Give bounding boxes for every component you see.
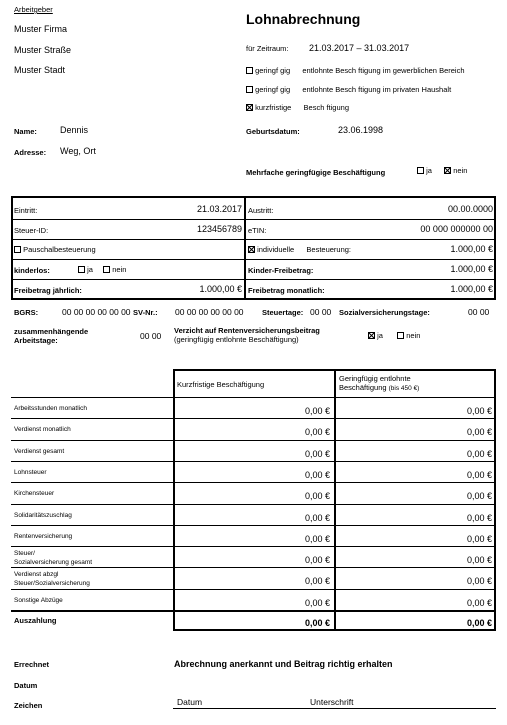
steuer-id-value: 123456789: [196, 224, 242, 234]
total-kurzfristig-value: 0,00 €: [304, 618, 330, 628]
row-label: [14, 532, 72, 541]
option-check-label: geringf gig: [255, 85, 291, 94]
option-row-shortterm: [246, 103, 349, 112]
svtage-label: Sozialversicherungstage:: [339, 308, 430, 317]
checkbox-household[interactable]: [246, 86, 253, 93]
multi-employment-label: Mehrfache geringfügige Beschäftigung: [246, 168, 386, 177]
total-label: Auszahlung: [14, 616, 57, 625]
row-label: [14, 511, 72, 520]
signature-unterschrift-label: Unterschrift: [310, 697, 354, 707]
signature-datum-label: Datum: [177, 697, 203, 707]
period-value: 21.03.2017 – 31.03.2017: [309, 43, 410, 53]
row-divider: [11, 525, 496, 526]
row-geringfuegig-value: 0,00 €: [466, 576, 492, 586]
row-kurzfristig-value: 0,00 €: [304, 449, 330, 459]
row-geringfuegig-value: 0,00 €: [466, 534, 492, 544]
option-label: Besch ftigung: [303, 103, 349, 112]
row-geringfuegig-value: 0,00 €: [466, 555, 492, 565]
indiv-checkbox[interactable]: [248, 246, 255, 253]
period-label: für Zeitraum:: [246, 44, 289, 53]
row-label-line: Steuer/: [14, 550, 35, 557]
row-label: [14, 596, 63, 605]
kinderfrei-value: 1.000,00 €: [450, 264, 493, 274]
name-label: Name:: [14, 127, 37, 136]
row-label-line: Solidaritätszuschlag: [14, 512, 72, 519]
acknowledgement-text: Abrechnung anerkannt und Beitrag richtig erhalten: [174, 659, 393, 669]
option-row-commercial: [246, 66, 465, 75]
checkbox-shortterm[interactable]: [246, 104, 253, 111]
row-geringfuegig-value: 0,00 €: [466, 449, 492, 459]
option-label: entlohnte Besch ftigung im privaten Haushalt: [302, 85, 452, 94]
svnr-label: SV-Nr.:: [133, 308, 158, 317]
multi-nein-checkbox[interactable]: [444, 167, 451, 174]
row-divider: [11, 546, 496, 547]
address-label: Adresse:: [14, 148, 47, 157]
kinderfrei-label: Kinder-Freibetrag:: [248, 266, 314, 275]
row-geringfuegig-value: 0,00 €: [466, 427, 492, 437]
bgrs-label: BGRS:: [14, 308, 39, 317]
total-geringfuegig-value: 0,00 €: [466, 618, 492, 628]
row-label: [14, 468, 47, 477]
zeichen-label: Zeichen: [14, 701, 43, 710]
verzicht-label-1: Verzicht auf Rentenversicherungsbeitrag: [174, 326, 320, 335]
verzicht-choices: [368, 331, 420, 340]
birth-value: 23.06.1998: [338, 125, 384, 135]
freibetrag-monatlich-label: Freibetrag monatlich:: [248, 286, 325, 295]
employer-company: Muster Firma: [14, 24, 68, 34]
row-label-line: Steuer/Sozialversicherung: [14, 580, 90, 587]
option-check-label: geringf gig: [255, 66, 291, 75]
employer-city: Muster Stadt: [14, 65, 66, 75]
row-label: [14, 404, 87, 413]
multi-ja-label: ja: [426, 166, 432, 175]
row-label-line: Rentenversicherung: [14, 533, 73, 540]
row-label-line: Lohnsteuer: [14, 469, 47, 476]
verzicht-nein-checkbox[interactable]: [397, 332, 404, 339]
multi-nein-label: nein: [453, 166, 468, 175]
row-geringfuegig-value: 0,00 €: [466, 598, 492, 608]
row-label: [14, 570, 90, 588]
kinderlos-ja-checkbox[interactable]: [78, 266, 85, 273]
indiv-row: [248, 245, 351, 254]
kinderlos-label: kinderlos:: [14, 266, 50, 275]
row-label: [14, 425, 71, 434]
col-geringfuegig-header-1: Geringfügig entlohnte: [339, 374, 411, 383]
pausch-checkbox[interactable]: [14, 246, 21, 253]
row-geringfuegig-value: 0,00 €: [466, 513, 492, 523]
freibetrag-jaehrlich-label: Freibetrag jährlich:: [14, 286, 82, 295]
errechnet-label: Errechnet: [14, 660, 50, 669]
col-geringfuegig-header-2: [339, 383, 419, 392]
row-kurzfristig-value: 0,00 €: [304, 576, 330, 586]
row-label-line: Sonstige Abzüge: [14, 597, 63, 604]
row-label: [14, 489, 54, 498]
besteuerung-value: 1.000,00 €: [450, 244, 493, 254]
row-kurzfristig-value: 0,00 €: [304, 555, 330, 565]
zus-value: 00 00: [140, 331, 162, 341]
row-label-line: Arbeitsstunden monatlich: [14, 405, 87, 412]
row-divider: [11, 567, 496, 568]
freibetrag-jaehrlich-value: 1.000,00 €: [199, 284, 242, 294]
row-kurzfristig-value: 0,00 €: [304, 406, 330, 416]
pausch-label: Pauschalbesteuerung: [23, 245, 96, 254]
kinderlos-nein-checkbox[interactable]: [103, 266, 110, 273]
steuertage-value: 00 00: [310, 307, 332, 317]
row-label-line: Kirchensteuer: [14, 490, 55, 497]
row-divider: [11, 461, 496, 462]
row-kurzfristig-value: 0,00 €: [304, 470, 330, 480]
row-kurzfristig-value: 0,00 €: [304, 427, 330, 437]
freibetrag-monatlich-value: 1.000,00 €: [450, 284, 493, 294]
birth-label: Geburtsdatum:: [246, 127, 300, 136]
col-kurzfristig-header: Kurzfristige Beschäftigung: [177, 380, 265, 389]
row-geringfuegig-value: 0,00 €: [466, 470, 492, 480]
row-geringfuegig-value: 0,00 €: [466, 406, 492, 416]
besteuerung-label: Besteuerung:: [306, 245, 352, 254]
pausch-row: [14, 245, 96, 254]
option-check-label: kurzfristige: [255, 103, 292, 112]
address-value: Weg, Ort: [60, 146, 96, 156]
verzicht-ja-checkbox[interactable]: [368, 332, 375, 339]
page-title: Lohnabrechnung: [246, 11, 361, 27]
eintritt-value: 21.03.2017: [196, 204, 242, 214]
zus-label-1: zusammenhängende: [14, 327, 89, 336]
signature-line: [173, 708, 496, 709]
indiv-label: individuelle: [257, 245, 295, 254]
name-value: Dennis: [60, 125, 89, 135]
datum-label: Datum: [14, 681, 38, 690]
col-geringfuegig-header-3: (bis 450 €): [388, 385, 420, 392]
row-label-line: Verdienst gesamt: [14, 448, 65, 455]
steuertage-label: Steuertage:: [262, 308, 304, 317]
row-divider: [11, 589, 496, 590]
multi-ja-checkbox[interactable]: [417, 167, 424, 174]
bgrs-value: 00 00 00 00 00 00: [62, 307, 131, 317]
svtage-value: 00 00: [468, 307, 490, 317]
row-geringfuegig-value: 0,00 €: [466, 491, 492, 501]
kinderlos-ja-label: ja: [87, 265, 93, 274]
row-divider: [11, 504, 496, 505]
verzicht-ja-label: ja: [377, 331, 383, 340]
row-label: [14, 447, 64, 456]
etin-value: 00 000 000000 00: [420, 224, 493, 234]
row-kurzfristig-value: 0,00 €: [304, 534, 330, 544]
verzicht-label-2: (geringfügig entlohnte Beschäftigung): [174, 335, 299, 344]
row-divider: [11, 440, 496, 441]
row-kurzfristig-value: 0,00 €: [304, 598, 330, 608]
zus-label-2: Arbeitstage:: [14, 336, 58, 345]
eintritt-label: Eintritt:: [14, 206, 38, 215]
row-label-line: Sozialversicherung gesamt: [14, 559, 93, 566]
svnr-value: 00 00 00 00 00 00: [175, 307, 244, 317]
verzicht-nein-label: nein: [406, 331, 421, 340]
kinderlos-nein-label: nein: [112, 265, 127, 274]
row-divider: [11, 482, 496, 483]
col-geringfuegig-header-2-text: Beschäftigung: [339, 383, 387, 392]
row-kurzfristig-value: 0,00 €: [304, 513, 330, 523]
option-row-household: [246, 85, 451, 94]
row-label-line: Verdienst abzgl: [14, 571, 59, 578]
row-divider: [11, 418, 496, 419]
kinderlos-choices: [78, 265, 126, 274]
checkbox-commercial[interactable]: [246, 67, 253, 74]
row-label-line: Verdienst monatlich: [14, 426, 71, 433]
etin-label: eTIN:: [248, 226, 267, 235]
employer-street: Muster Straße: [14, 45, 72, 55]
steuer-id-label: Steuer-ID:: [14, 226, 49, 235]
employer-heading: Arbeitgeber: [14, 5, 53, 14]
austritt-value: 00.00.0000: [447, 204, 493, 214]
row-label: [14, 549, 92, 567]
option-label: entlohnte Besch ftigung im gewerblichen Bereich: [302, 66, 465, 75]
multi-employment-choices: [417, 166, 467, 175]
austritt-label: Austritt:: [248, 206, 274, 215]
row-kurzfristig-value: 0,00 €: [304, 491, 330, 501]
